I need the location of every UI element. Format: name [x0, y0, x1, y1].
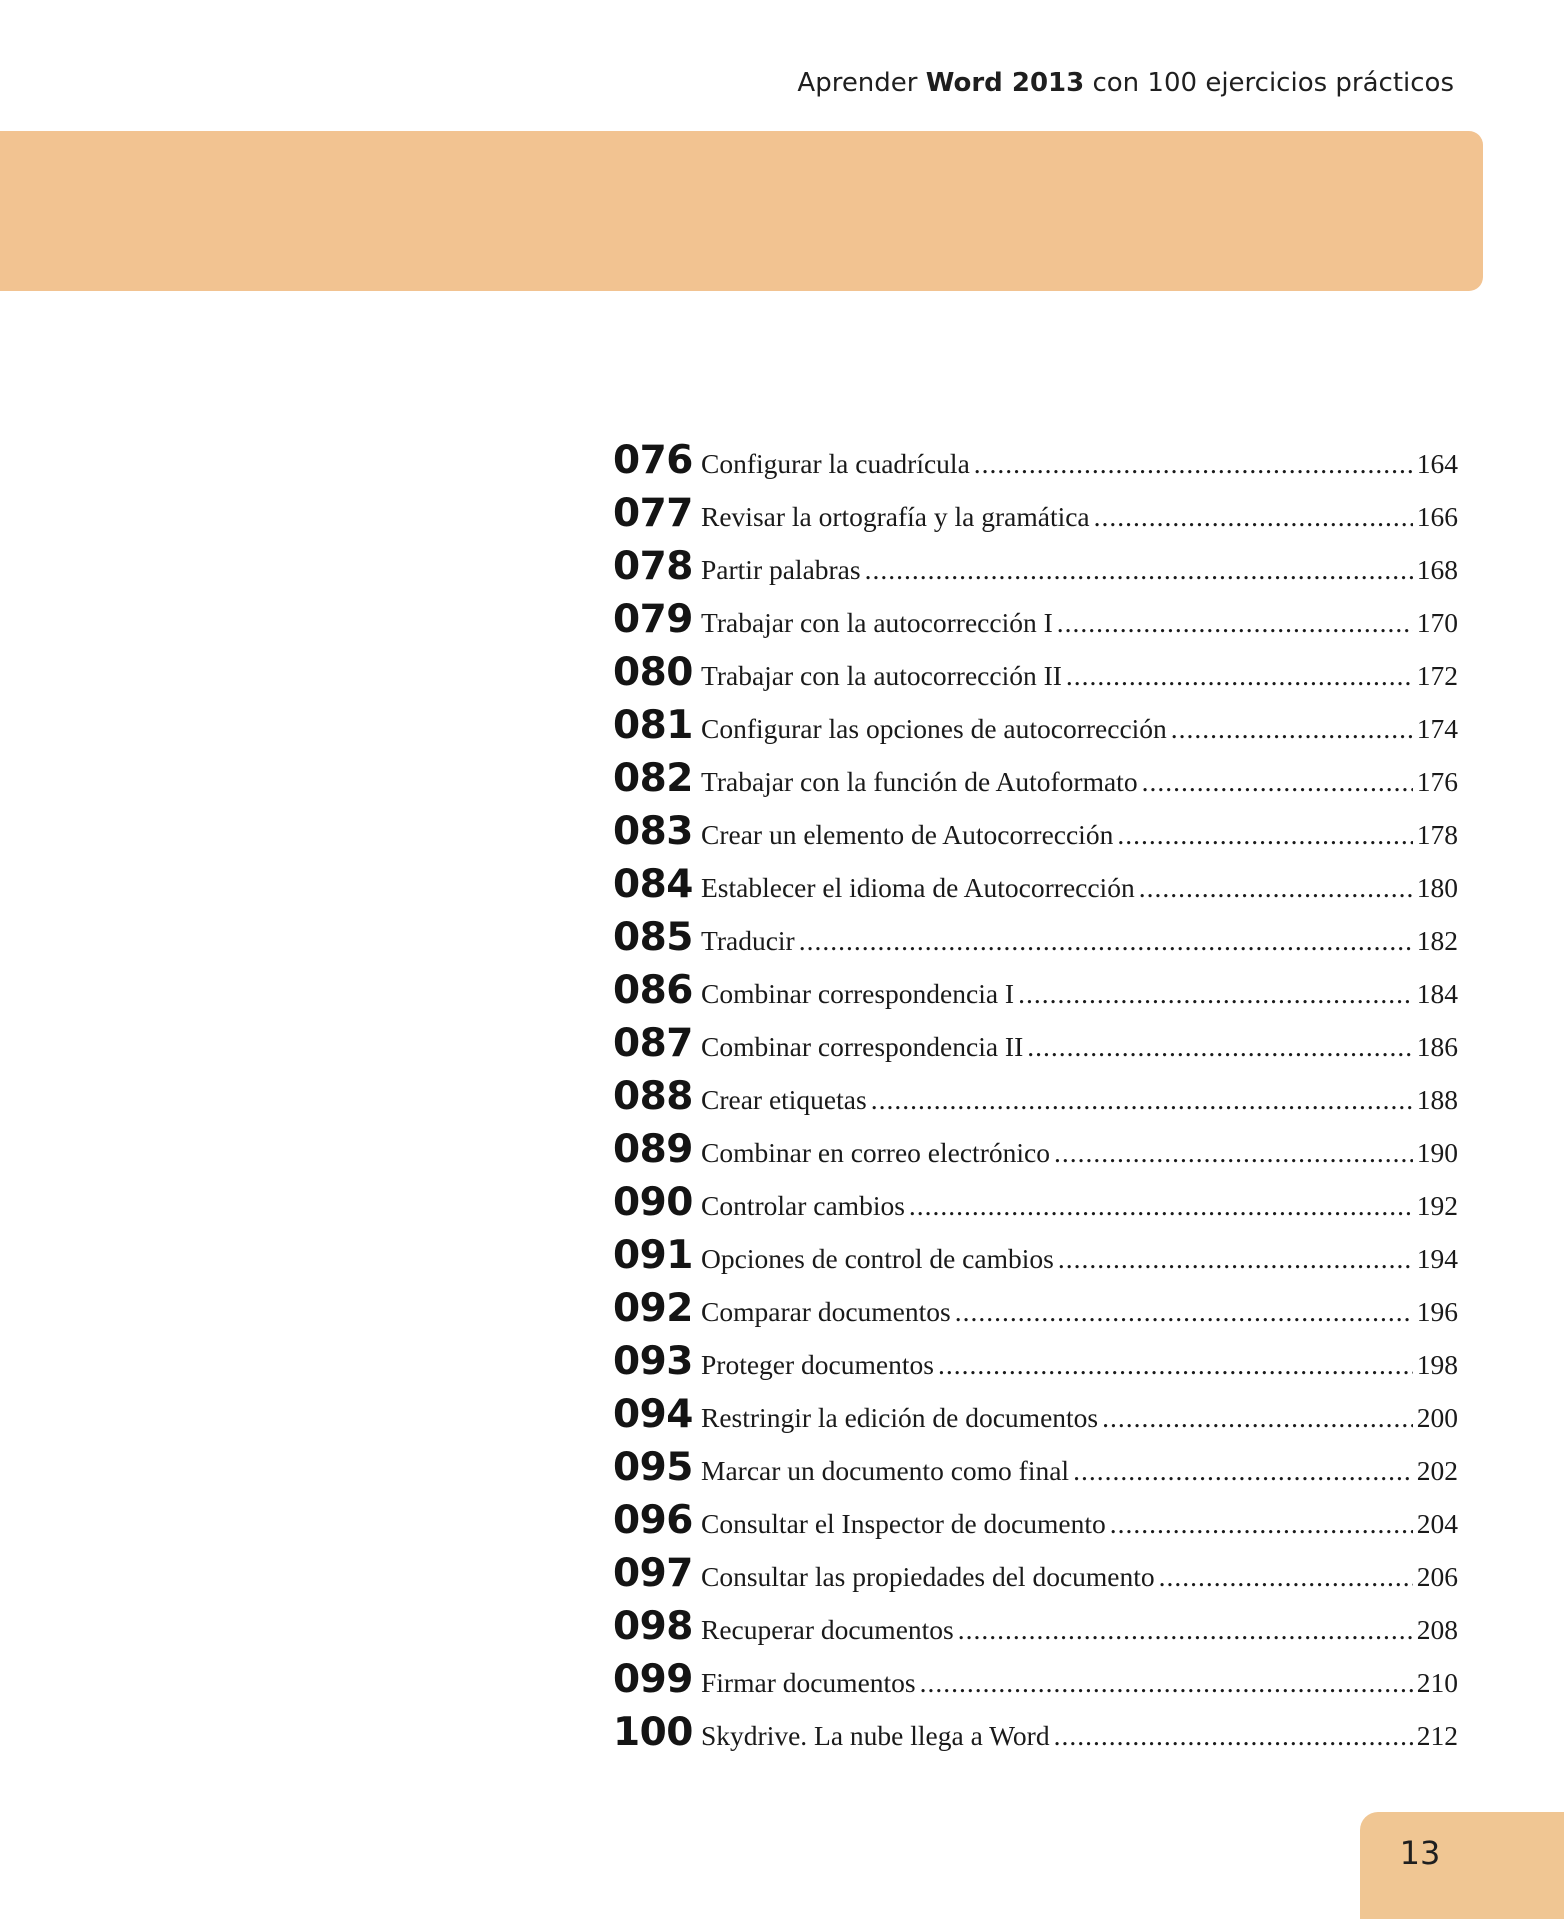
toc-entry[interactable]: [613, 1074, 1458, 1127]
toc-entry-page: 180: [1416, 872, 1458, 903]
toc-entry-number: 099: [613, 1657, 693, 1702]
toc-entry-number: 100: [613, 1710, 693, 1755]
toc-entry-number: 079: [613, 597, 693, 642]
toc-entry[interactable]: [613, 1445, 1458, 1498]
toc-entry-page: 212: [1416, 1720, 1458, 1751]
toc-entry[interactable]: [613, 1339, 1458, 1392]
toc-entry[interactable]: [613, 650, 1458, 703]
toc-dot-leader: [1139, 872, 1413, 904]
toc-entry[interactable]: [613, 544, 1458, 597]
toc-entry-page: 194: [1416, 1243, 1458, 1274]
header-suffix: con 100 ejercicios prácticos: [1092, 68, 1454, 98]
toc-dot-leader: [1171, 713, 1413, 745]
toc-dot-leader: [1110, 1508, 1413, 1540]
toc-entry-number: 086: [613, 968, 693, 1013]
toc-dot-leader: [909, 1190, 1413, 1222]
toc-entry[interactable]: [613, 968, 1458, 1021]
toc-entry[interactable]: [613, 1657, 1458, 1710]
toc-entry-page: 200: [1416, 1402, 1458, 1433]
page-number: 13: [1399, 1834, 1441, 1872]
header-band: [0, 131, 1483, 291]
toc-entry-number: 088: [613, 1074, 693, 1119]
toc-dot-leader: [974, 448, 1413, 480]
toc-entry[interactable]: [613, 1604, 1458, 1657]
toc-entry-title: Configurar la cuadrícula: [701, 448, 970, 479]
toc-entry-title: Restringir la edición de documentos: [701, 1402, 1099, 1433]
toc-entry-title: Marcar un documento como final: [701, 1455, 1070, 1486]
toc-entry-number: 089: [613, 1127, 693, 1172]
toc-entry-number: 080: [613, 650, 693, 695]
toc-entry-page: 198: [1416, 1349, 1458, 1380]
toc-entry-page: 204: [1416, 1508, 1458, 1539]
toc-dot-leader: [1142, 766, 1413, 798]
page-number-tab: [1360, 1812, 1564, 1919]
toc-entry[interactable]: [613, 1180, 1458, 1233]
toc-entry-number: 098: [613, 1604, 693, 1649]
toc-entry-title: Configurar las opciones de autocorrección: [701, 713, 1167, 744]
table-of-contents: [613, 438, 1458, 1763]
toc-entry-title: Recuperar documentos: [701, 1614, 954, 1645]
toc-entry-page: 170: [1416, 607, 1458, 638]
toc-entry-number: 085: [613, 915, 693, 960]
toc-dot-leader: [920, 1667, 1413, 1699]
toc-entry-page: 210: [1416, 1667, 1458, 1698]
toc-dot-leader: [1054, 1137, 1413, 1169]
toc-entry-page: 190: [1416, 1137, 1458, 1168]
toc-entry[interactable]: [613, 1392, 1458, 1445]
toc-dot-leader: [799, 925, 1413, 957]
toc-entry-number: 087: [613, 1021, 693, 1066]
toc-dot-leader: [1102, 1402, 1413, 1434]
header-prefix: Aprender: [797, 68, 918, 98]
toc-dot-leader: [1073, 1455, 1413, 1487]
toc-entry-title: Opciones de control de cambios: [701, 1243, 1054, 1274]
toc-entry[interactable]: [613, 703, 1458, 756]
toc-entry[interactable]: [613, 1551, 1458, 1604]
toc-dot-leader: [1018, 978, 1413, 1010]
toc-dot-leader: [865, 554, 1413, 586]
toc-entry-page: 174: [1416, 713, 1458, 744]
toc-entry-page: 202: [1416, 1455, 1458, 1486]
toc-entry[interactable]: [613, 1233, 1458, 1286]
toc-entry[interactable]: [613, 809, 1458, 862]
toc-dot-leader: [1054, 1720, 1413, 1752]
toc-dot-leader: [1057, 607, 1413, 639]
toc-entry-title: Trabajar con la autocorrección I: [701, 607, 1053, 638]
toc-entry-number: 090: [613, 1180, 693, 1225]
toc-entry-number: 091: [613, 1233, 693, 1278]
toc-entry-title: Crear etiquetas: [701, 1084, 867, 1115]
toc-entry-title: Combinar correspondencia I: [701, 978, 1015, 1009]
toc-entry-title: Trabajar con la autocorrección II: [701, 660, 1062, 691]
toc-entry-title: Consultar las propiedades del documento: [701, 1561, 1155, 1592]
running-header: [797, 68, 1454, 98]
toc-entry-number: 084: [613, 862, 693, 907]
toc-entry-page: 186: [1416, 1031, 1458, 1062]
toc-entry-page: 164: [1416, 448, 1458, 479]
toc-entry-page: 172: [1416, 660, 1458, 691]
toc-entry-number: 095: [613, 1445, 693, 1490]
toc-entry-page: 168: [1416, 554, 1458, 585]
toc-entry-page: 178: [1416, 819, 1458, 850]
toc-entry[interactable]: [613, 438, 1458, 491]
toc-entry[interactable]: [613, 1498, 1458, 1551]
toc-dot-leader: [871, 1084, 1413, 1116]
toc-entry-title: Partir palabras: [701, 554, 861, 585]
toc-entry[interactable]: [613, 862, 1458, 915]
toc-entry-number: 092: [613, 1286, 693, 1331]
toc-entry-title: Proteger documentos: [701, 1349, 934, 1380]
toc-entry[interactable]: [613, 756, 1458, 809]
toc-dot-leader: [1117, 819, 1412, 851]
toc-dot-leader: [1058, 1243, 1413, 1275]
toc-entry-title: Revisar la ortografía y la gramática: [701, 501, 1090, 532]
toc-dot-leader: [1159, 1561, 1413, 1593]
toc-entry[interactable]: [613, 915, 1458, 968]
toc-entry-number: 076: [613, 438, 693, 483]
toc-entry[interactable]: [613, 1710, 1458, 1763]
toc-entry-number: 081: [613, 703, 693, 748]
toc-entry-title: Firmar documentos: [701, 1667, 916, 1698]
toc-entry-page: 188: [1416, 1084, 1458, 1115]
toc-entry-number: 094: [613, 1392, 693, 1437]
toc-entry-number: 077: [613, 491, 693, 536]
toc-entry-title: Trabajar con la función de Autoformato: [701, 766, 1138, 797]
toc-entry-page: 192: [1416, 1190, 1458, 1221]
toc-entry-number: 096: [613, 1498, 693, 1543]
toc-entry-page: 208: [1416, 1614, 1458, 1645]
toc-entry-title: Consultar el Inspector de documento: [701, 1508, 1106, 1539]
header-book-title: Word 2013: [925, 68, 1085, 98]
toc-entry[interactable]: [613, 597, 1458, 650]
toc-entry-page: 176: [1416, 766, 1458, 797]
toc-entry-title: Traducir: [701, 925, 795, 956]
toc-entry-title: Crear un elemento de Autocorrección: [701, 819, 1114, 850]
toc-entry-number: 083: [613, 809, 693, 854]
toc-dot-leader: [955, 1296, 1413, 1328]
toc-dot-leader: [958, 1614, 1413, 1646]
toc-entry[interactable]: [613, 1127, 1458, 1180]
toc-entry[interactable]: [613, 1021, 1458, 1074]
toc-entry-page: 196: [1416, 1296, 1458, 1327]
toc-entry-page: 184: [1416, 978, 1458, 1009]
toc-entry-page: 206: [1416, 1561, 1458, 1592]
toc-entry-page: 166: [1416, 501, 1458, 532]
toc-dot-leader: [1066, 660, 1413, 692]
toc-entry-title: Establecer el idioma de Autocorrección: [701, 872, 1135, 903]
toc-entry[interactable]: [613, 1286, 1458, 1339]
toc-entry-title: Combinar en correo electrónico: [701, 1137, 1050, 1168]
toc-entry-title: Comparar documentos: [701, 1296, 951, 1327]
toc-dot-leader: [1094, 501, 1413, 533]
toc-entry-page: 182: [1416, 925, 1458, 956]
toc-entry[interactable]: [613, 491, 1458, 544]
toc-dot-leader: [1027, 1031, 1413, 1063]
toc-entry-number: 097: [613, 1551, 693, 1596]
toc-entry-title: Controlar cambios: [701, 1190, 905, 1221]
toc-entry-number: 078: [613, 544, 693, 589]
toc-dot-leader: [938, 1349, 1413, 1381]
toc-entry-title: Combinar correspondencia II: [701, 1031, 1024, 1062]
toc-entry-number: 082: [613, 756, 693, 801]
toc-entry-title: Skydrive. La nube llega a Word: [701, 1720, 1050, 1751]
toc-entry-number: 093: [613, 1339, 693, 1384]
